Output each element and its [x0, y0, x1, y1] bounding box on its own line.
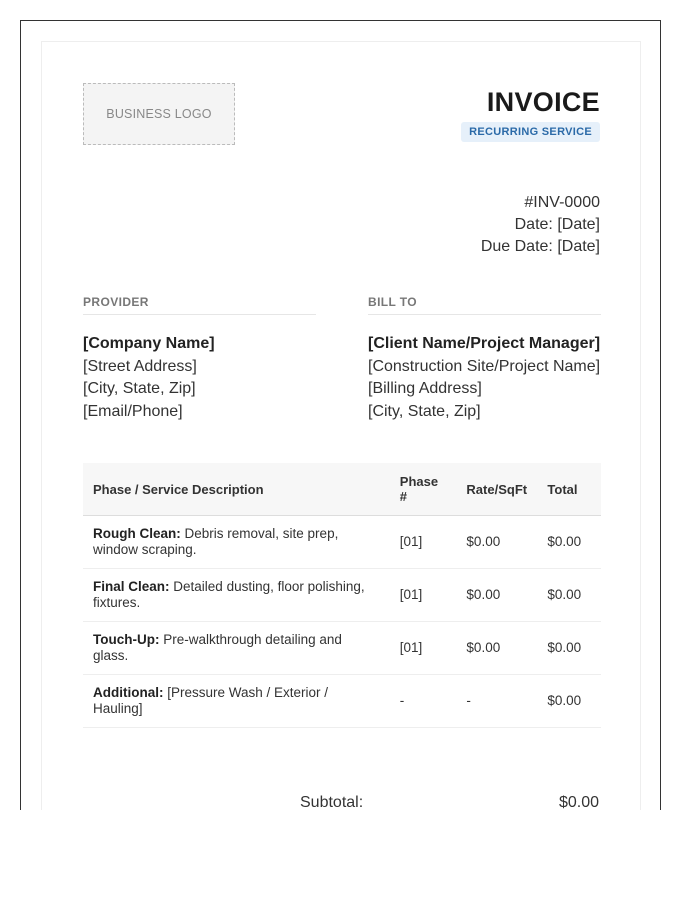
row-title: Rough Clean: — [93, 526, 181, 541]
row-total: $0.00 — [537, 569, 601, 622]
logo-label: BUSINESS LOGO — [106, 107, 212, 121]
business-logo-placeholder — [83, 83, 235, 145]
header-phase: Phase # — [390, 463, 457, 516]
invoice-header — [461, 86, 600, 142]
row-rate: - — [456, 675, 537, 728]
billing-address: [Billing Address] — [368, 380, 482, 397]
provider-street-address: [Street Address] — [83, 357, 197, 375]
row-rate: $0.00 — [456, 622, 537, 675]
bill-to-block — [368, 295, 601, 423]
row-title: Touch-Up: — [93, 632, 160, 647]
provider-block — [83, 295, 316, 423]
row-description — [83, 516, 390, 569]
project-name: [Construction Site/Project Name] — [368, 357, 601, 375]
provider-city-state-zip: [City, State, Zip] — [83, 380, 196, 397]
row-total: $0.00 — [537, 516, 601, 569]
recurring-service-badge: RECURRING SERVICE — [461, 122, 600, 142]
invoice-meta — [481, 192, 600, 258]
row-phase: [01] — [390, 516, 457, 569]
table-row — [83, 622, 601, 675]
header-description: Phase / Service Description — [83, 463, 390, 516]
row-text: Detailed dusting, floor polishing, fixtures. — [93, 579, 365, 610]
table-row — [83, 569, 601, 622]
row-total: $0.00 — [537, 675, 601, 728]
billing-city-state-zip: [City, State, Zip] — [368, 402, 481, 420]
invoice-number: #INV-0000 — [524, 194, 600, 211]
row-rate: $0.00 — [456, 516, 537, 569]
provider-company-name: [Company Name] — [83, 335, 215, 352]
invoice-title: INVOICE — [486, 87, 600, 117]
provider-label: PROVIDER — [83, 295, 316, 315]
subtotal-label: Subtotal: — [300, 794, 364, 810]
row-phase: [01] — [390, 622, 457, 675]
invoice-due-date: Due Date: [Date] — [480, 238, 600, 255]
client-name: [Client Name/Project Manager] — [368, 335, 601, 352]
row-rate: $0.00 — [456, 569, 537, 622]
invoice-page — [20, 20, 661, 810]
invoice-date: Date: [Date] — [514, 216, 600, 233]
row-description — [83, 622, 390, 675]
provider-email-phone: [Email/Phone] — [83, 402, 183, 420]
row-title: Additional: — [93, 685, 164, 700]
row-phase: - — [390, 675, 457, 728]
row-description — [83, 675, 390, 728]
row-title: Final Clean: — [93, 579, 170, 594]
invoice-sheet — [41, 41, 641, 810]
table-row — [83, 675, 601, 728]
header-rate: Rate/SqFt — [456, 463, 537, 516]
row-text: [Pressure Wash / Exterior / Hauling] — [93, 685, 329, 716]
table-row — [83, 516, 601, 569]
row-description — [83, 569, 390, 622]
subtotal-value: $0.00 — [558, 794, 599, 810]
row-phase: [01] — [390, 569, 457, 622]
line-items-table — [83, 463, 601, 728]
bill-to-label: BILL TO — [368, 295, 601, 315]
row-text: Pre-walkthrough detailing and glass. — [93, 632, 342, 663]
row-text: Debris removal, site prep, window scraping. — [93, 526, 339, 557]
table-header-row — [83, 463, 601, 516]
row-total: $0.00 — [537, 622, 601, 675]
header-total: Total — [537, 463, 601, 516]
